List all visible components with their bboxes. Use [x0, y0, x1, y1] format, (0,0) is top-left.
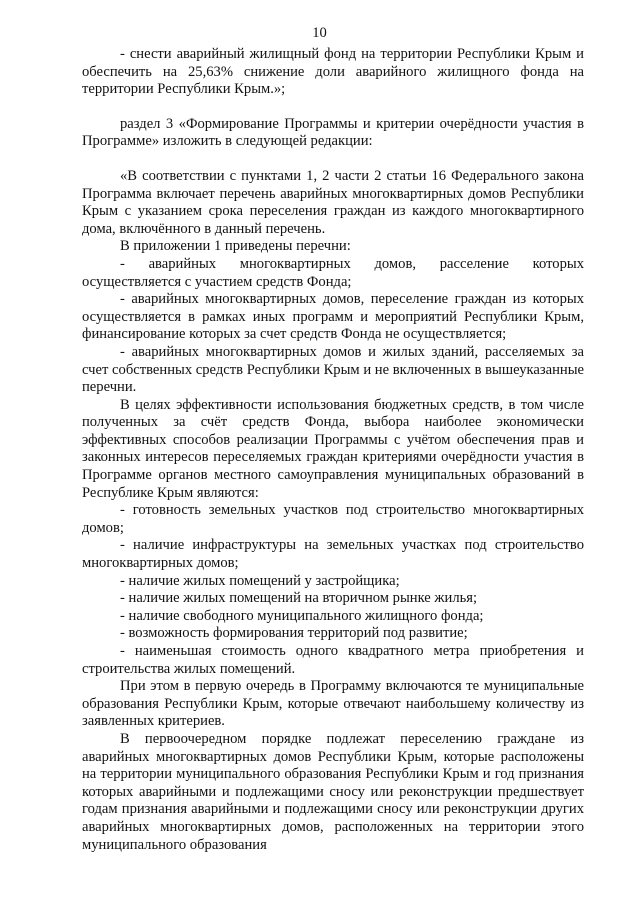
paragraph-16: При этом в первую очередь в Программу включаются те муниципальные образования Республики Крым, которые отвечают наибольшему количеству из заявленных критериев. — [82, 678, 584, 730]
paragraph-15: - наименьшая стоимость одного квадратного метра приобретения и строительства жилых помещений. — [82, 643, 584, 677]
paragraph-9: - готовность земельных участков под строительство многоквартирных домов; — [82, 502, 584, 536]
paragraph-6: - аварийных многоквартирных домов, переселение граждан из которых осуществляется в рамках иных программ и мероприятий Республики Крым, финансирование которых за счет средств Фонда не осуществляется; — [82, 291, 584, 343]
paragraph-3: «В соответствии с пунктами 1, 2 части 2 статьи 16 Федерального закона Программа включает перечень аварийных многоквартирных домов Республики Крым с указанием срока переселения граждан из каждого многоквартирного дома, включённого в данный перечень. — [82, 167, 584, 237]
paragraph-13: - наличие свободного муниципального жилищного фонда; — [120, 607, 484, 624]
paragraph-8: В целях эффективности использования бюджетных средств, в том числе полученных за счёт средств Фонда, выбора наиболее экономически эффективных способов реализации Программы с учётом обеспечения прав и законных интересов переселяемых граждан критериями очерёдности участия в Программе органов местного самоуправления муниципальных образований в Республике Крым являются: — [82, 396, 584, 501]
paragraph-1: - снести аварийный жилищный фонд на территории Республики Крым и обеспечить на 25,63% снижение доли аварийного жилищного фонда на территории Республики Крым.»; — [82, 46, 584, 98]
paragraph-12: - наличие жилых помещений на вторичном рынке жилья; — [120, 590, 478, 607]
paragraph-14: - возможность формирования территорий под развитие; — [120, 625, 468, 642]
paragraph-4: В приложении 1 приведены перечни: — [120, 238, 351, 255]
paragraph-2: раздел 3 «Формирование Программы и критерии очерёдности участия в Программе» изложить в следующей редакции: — [82, 115, 584, 150]
document-body — [82, 46, 584, 854]
page-number: 10 — [312, 25, 327, 41]
paragraph-17: В первоочередном порядке подлежат переселению граждане из аварийных многоквартирных домов Республики Крым, которые расположены на территории муниципального образования Республики Крым и год признания которых аварийными и подлежащими сносу или реконструкции предшествует годам признания аварийными и подлежащими сносу или реконструкции других аварийных многоквартирных домов, расположенных на территории этого муниципального образования — [82, 730, 584, 853]
paragraph-5: - аварийных многоквартирных домов, расселение которых осуществляется с участием средств Фонда; — [82, 255, 584, 290]
paragraph-10: - наличие инфраструктуры на земельных участках под строительство многоквартирных домов; — [82, 537, 584, 572]
paragraph-11: - наличие жилых помещений у застройщика; — [120, 572, 400, 589]
paragraph-7: - аварийных многоквартирных домов и жилых зданий, расселяемых за счет собственных средств Республики Крым и не включенных в вышеуказанные перечни. — [82, 343, 584, 396]
